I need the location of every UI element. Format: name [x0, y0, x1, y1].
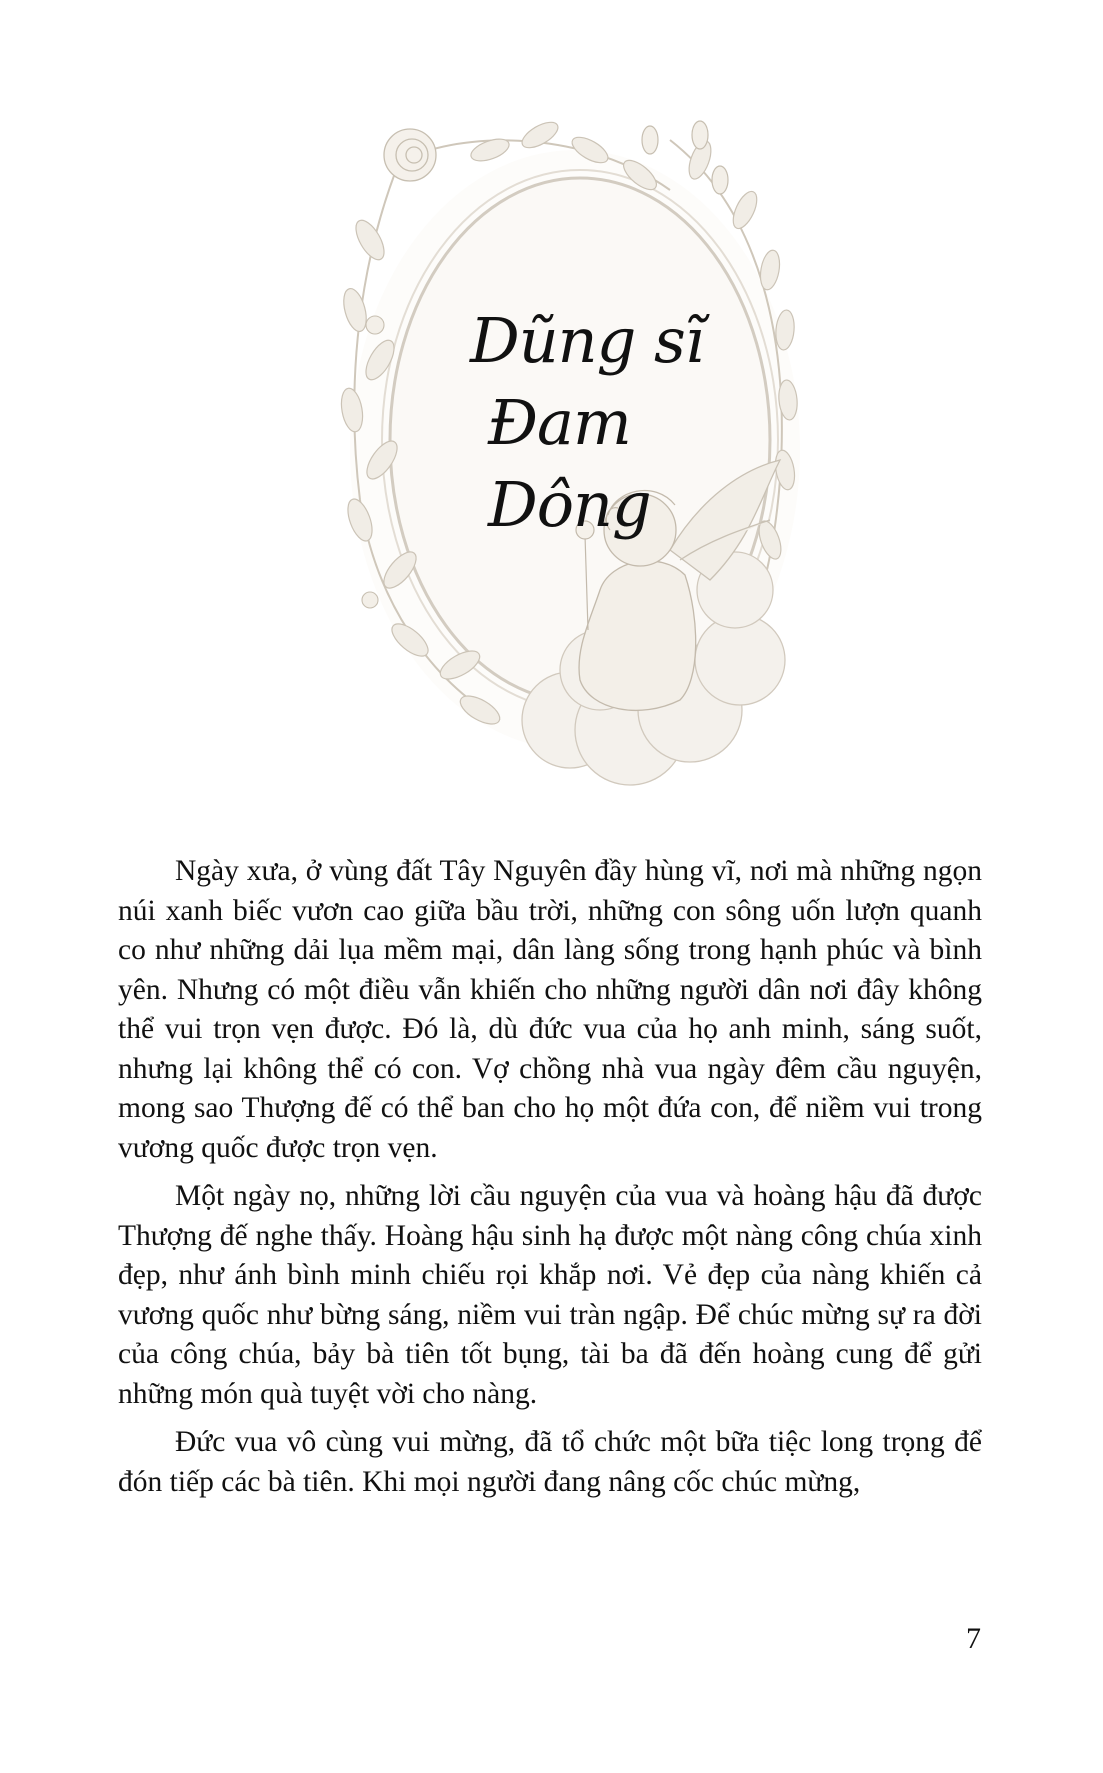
paragraph: Đức vua vô cùng vui mừng, đã tổ chức một bữa tiệc long trọng để đón tiếp các bà tiên. Khi mọi người đang nâng cốc chúc mừng,: [118, 1426, 982, 1498]
chapter-title-line-3: Dông: [488, 468, 651, 541]
paragraph: Ngày xưa, ở vùng đất Tây Nguyên đầy hùng vĩ, nơi mà những ngọn núi xanh biếc vươn cao giữa bầu trời, những con sông uốn lượn quanh co như những dải lụa mềm mại, dân làng sống trong hạnh phúc và bình yên. Nhưng có một điều vẫn khiến cho những người dân nơi đây không thể vui trọn vẹn được. Đó là, dù đức vua của họ anh minh, sáng suốt, nhưng lại không thể có con. Vợ chồng nhà vua ngày đêm cầu nguyện, mong sao Thượng đế có thể ban cho họ một đứa con, để niềm vui trong vương quốc được trọn vẹn.: [118, 855, 982, 1164]
chapter-title-line-2: Đam: [488, 386, 631, 459]
chapter-title-line-1: Dũng sĩ: [470, 304, 704, 377]
story-body: [118, 852, 982, 1511]
page-number: 7: [966, 1622, 981, 1655]
paragraph: Một ngày nọ, những lời cầu nguyện của vua và hoàng hậu đã được Thượng đế nghe thấy. Hoàng hậu sinh hạ được một nàng công chúa xinh đẹp, như ánh bình minh chiếu rọi khắp nơi. Vẻ đẹp của nàng khiến cả vương quốc như bừng sáng, niềm vui tràn ngập. Để chúc mừng sự ra đời của công chúa, bảy bà tiên tốt bụng, tài ba đã đến hoàng cung để gửi những món quà tuyệt vời cho nàng.: [118, 1180, 982, 1410]
chapter-title: [420, 300, 740, 546]
